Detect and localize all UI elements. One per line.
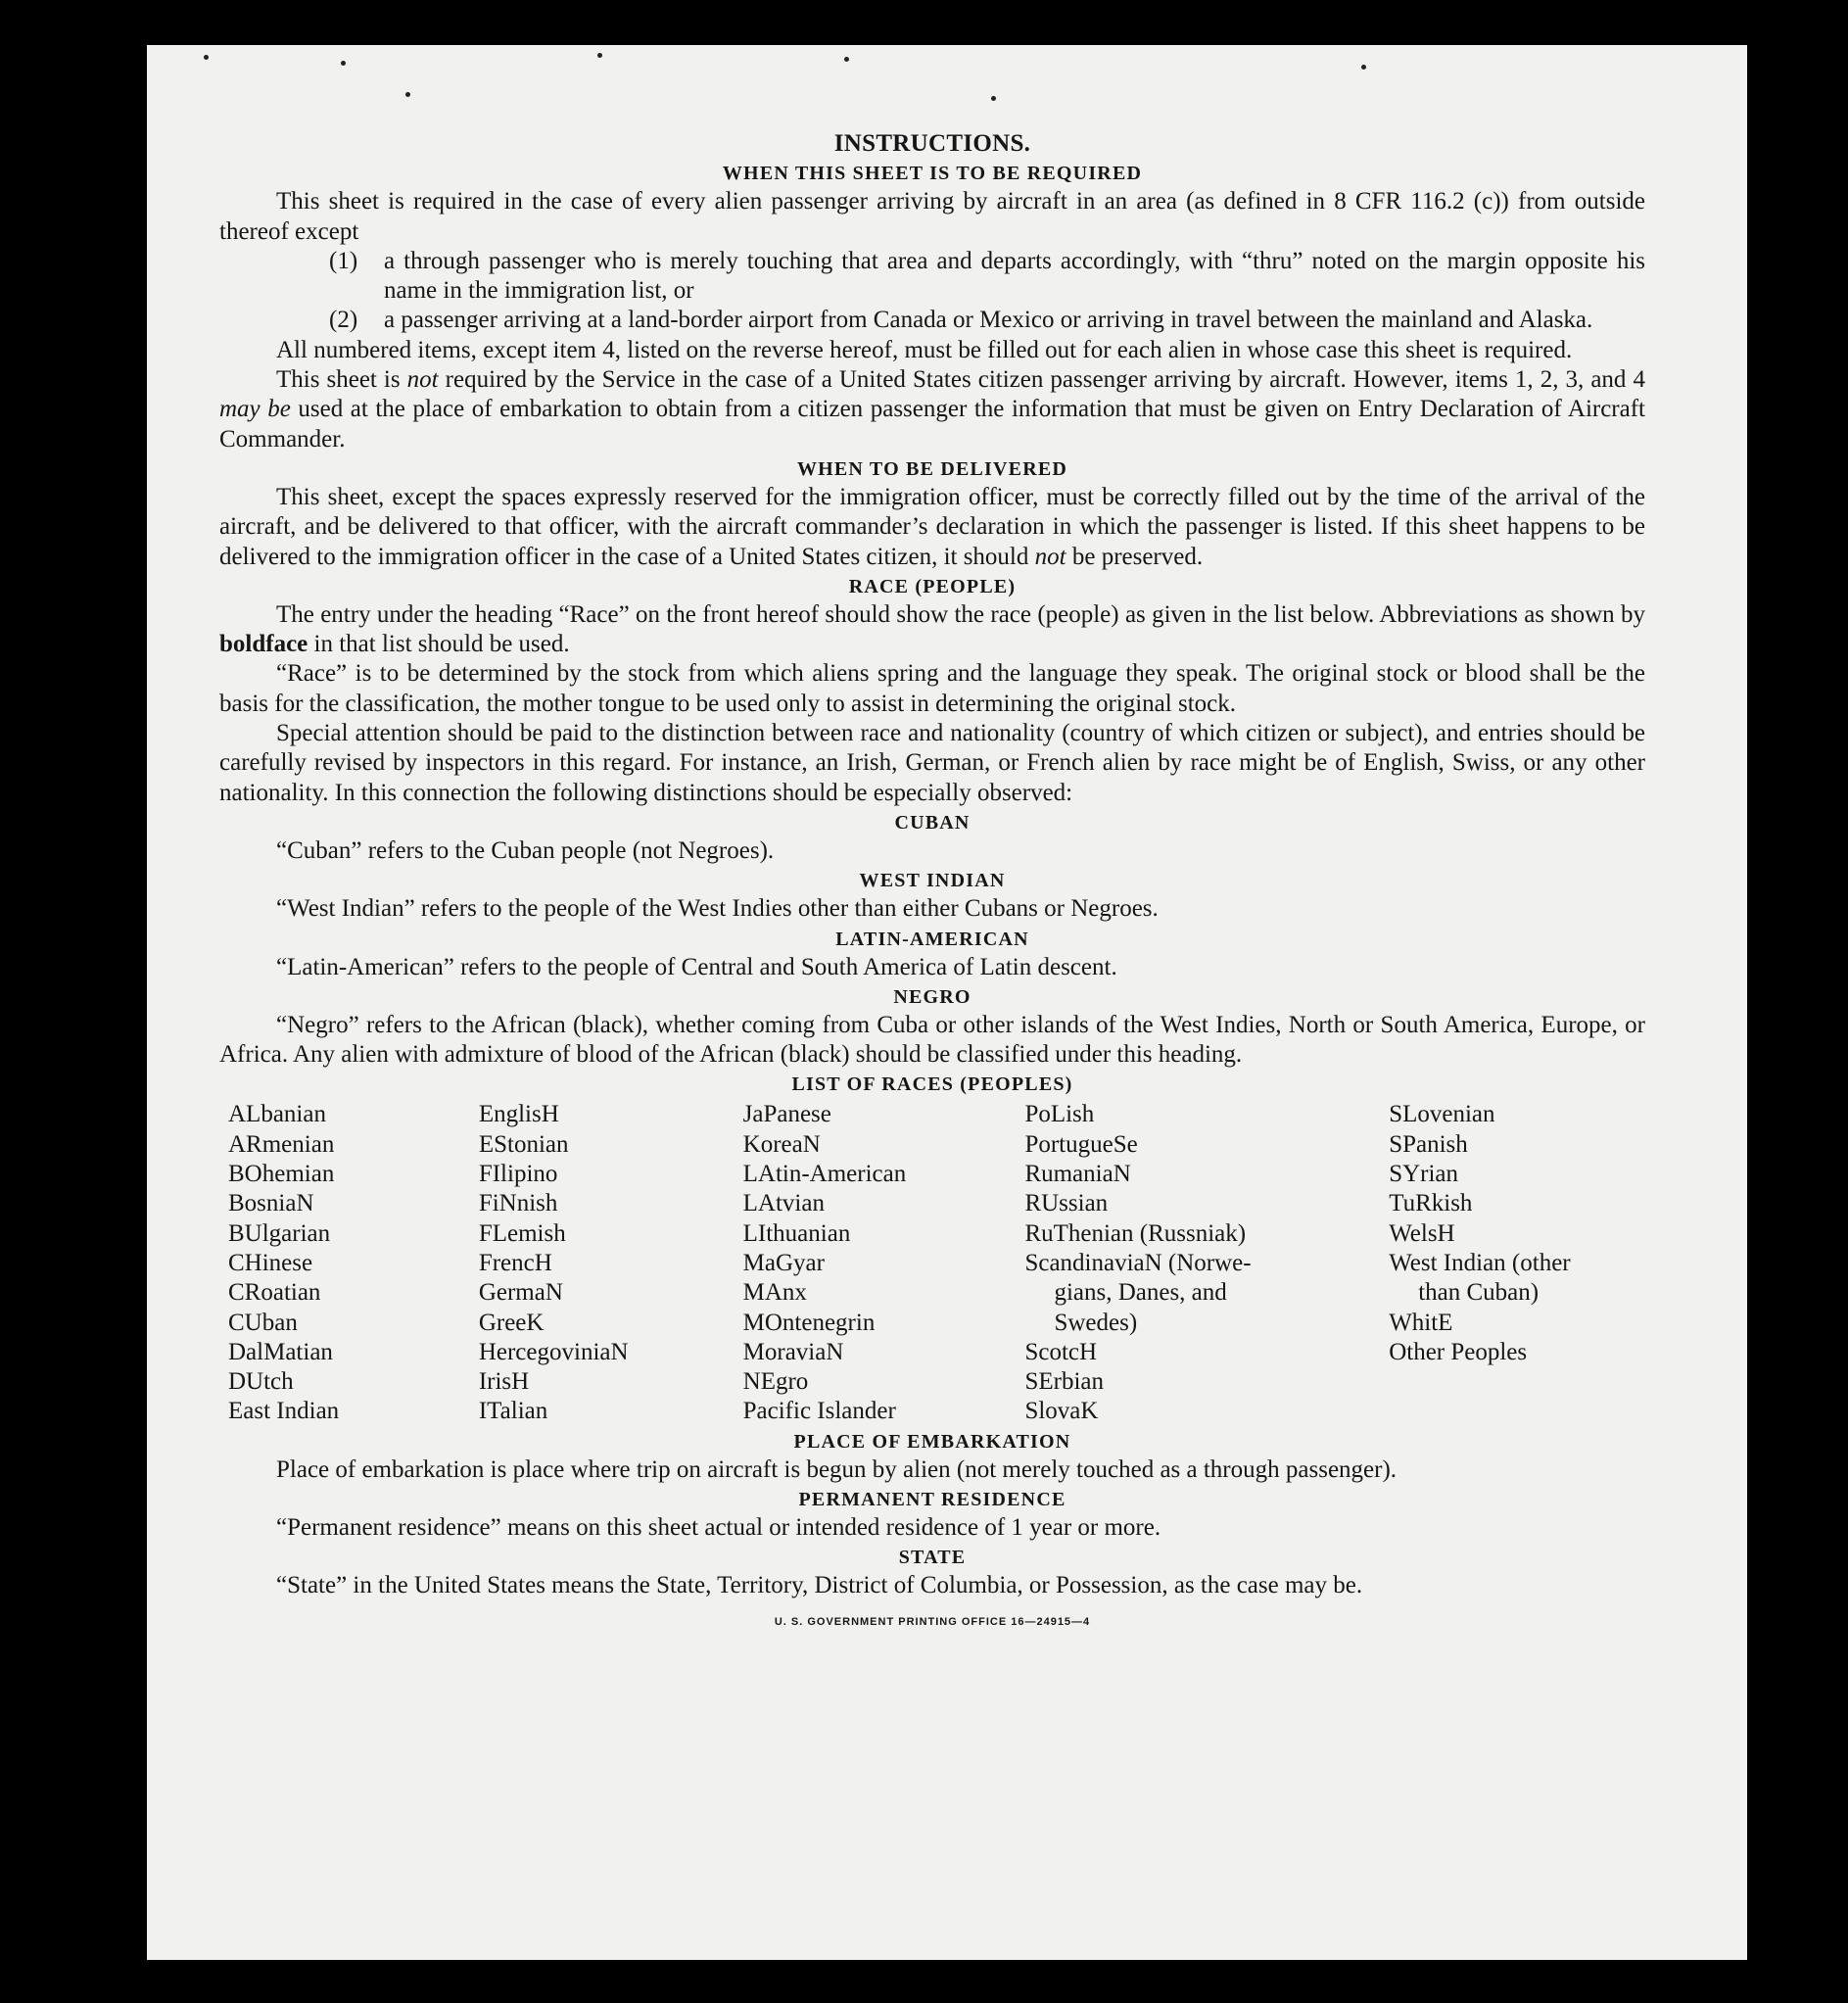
heading-cuban: CUBAN [894, 811, 971, 834]
race-entry: RuThenian (Russniak) [1024, 1219, 1247, 1247]
paragraph-latin-american: “Latin-American” refers to the people of Central and South America of Latin descent. [276, 953, 1117, 980]
race-column-5 [1389, 1100, 1645, 1426]
race-entry: FIlipino [478, 1161, 558, 1188]
paragraph-race-stock: “Race” is to be determined by the stock from which aliens spring and the language they speak. The original stock or blood shall be the basis for the classification, the mother tongue to be used only to assist in determining the original stock. [219, 660, 1645, 717]
race-entry: BosniaN [228, 1190, 314, 1217]
heading-place-of-embarkation: PLACE OF EMBARKATION [793, 1430, 1071, 1453]
race-entry: HercegoviniaN [478, 1338, 629, 1365]
race-entry: DUtch [228, 1368, 294, 1396]
race-entry: WhitE [1389, 1309, 1453, 1336]
race-entry-continued: than Cuban) [1418, 1279, 1540, 1307]
race-entry: DalMatian [228, 1338, 333, 1365]
race-entry: Pacific Islander [742, 1398, 896, 1425]
heading-list-of-races: LIST OF RACES (PEOPLES) [791, 1073, 1073, 1096]
paragraph-state: “State” in the United States means the State, Territory, District of Columbia, or Possession, as the case may be. [276, 1572, 1363, 1599]
race-entry: GreeK [478, 1309, 545, 1336]
race-entry: NEgro [742, 1368, 809, 1396]
race-entry: EStonian [478, 1130, 569, 1158]
race-entry: West Indian (other [1389, 1249, 1571, 1276]
race-entry: FLemish [478, 1219, 566, 1247]
race-entry: SlovaK [1024, 1398, 1099, 1425]
race-entry: BOhemian [228, 1161, 335, 1188]
heading-when-delivered: WHEN TO BE DELIVERED [796, 457, 1068, 480]
race-entry: PortugueSe [1024, 1130, 1138, 1158]
race-entry-continued: gians, Danes, and [1054, 1279, 1227, 1307]
printing-office-imprint: U. S. GOVERNMENT PRINTING OFFICE 16—24915—4 [774, 1615, 1091, 1628]
race-entry: LAtvian [742, 1190, 825, 1217]
race-entry: TuRkish [1389, 1190, 1473, 1217]
speck [1361, 65, 1366, 70]
race-entry: SPanish [1389, 1130, 1468, 1158]
race-entry: MOntenegrin [742, 1309, 876, 1336]
exception-item-1 [329, 247, 1645, 307]
race-entry: IrisH [478, 1368, 530, 1396]
paragraph-race-entry: The entry under the heading “Race” on the front hereof should show the race (people) as given in the list below. Abbreviations as shown by boldface in that list should be used. [219, 600, 1645, 658]
race-entry: LIthuanian [742, 1219, 851, 1247]
paragraph-delivered: This sheet, except the spaces expressly reserved for the immigration officer, must be correctly filled out by the time of the arrival of the aircraft, and be delivered to that officer, with the aircraft commander’s declaration in which the passenger is listed. If this sheet happens to be delivered to the immigration officer in the case of a United States citizen, it should not be preserved. [219, 483, 1645, 570]
speck [844, 57, 849, 62]
race-entry: CHinese [228, 1249, 313, 1276]
paragraph-cuban: “Cuban” refers to the Cuban people (not Negroes). [276, 836, 775, 864]
race-entry: ALbanian [228, 1101, 326, 1128]
race-entry: MaGyar [742, 1249, 825, 1276]
item-number: (1) [329, 247, 358, 274]
paragraph-race-nationality: Special attention should be paid to the distinction between race and nationality (country of which citizen or subject), and entries should be carefully revised by inspectors in this regard. For instance, an Irish, German, or French alien by race might be of English, Swiss, or any other nationality. In this connection the following distinctions should be especially observed: [219, 720, 1645, 806]
race-entry: ITalian [478, 1398, 548, 1425]
item-text: a through passenger who is merely touching that area and departs accordingly, with “thru” noted on the margin opposite his name in the immigration list, or [384, 247, 1645, 305]
race-entry: Other Peoples [1389, 1338, 1528, 1365]
speck [991, 96, 996, 101]
race-entry: ScotcH [1024, 1338, 1098, 1365]
race-entry: CRoatian [228, 1279, 321, 1307]
race-column-3 [743, 1100, 1025, 1426]
heading-state: STATE [898, 1547, 967, 1569]
race-entry: SYrian [1389, 1161, 1459, 1188]
race-entry: RumaniaN [1024, 1161, 1131, 1188]
paragraph-west-indian: “West Indian” refers to the people of the West Indies other than either Cubans or Negroes. [276, 895, 1159, 923]
item-number: (2) [329, 307, 358, 334]
race-entry: East Indian [228, 1398, 340, 1425]
paragraph-embarkation: Place of embarkation is place where trip on aircraft is begun by alien (not merely touched as a through passenger). [276, 1455, 1398, 1483]
heading-west-indian: WEST INDIAN [859, 870, 1006, 892]
speck [341, 61, 346, 66]
race-entry: FiNnish [478, 1190, 558, 1217]
race-list [228, 1100, 1645, 1426]
speck [597, 53, 602, 58]
document-page [147, 45, 1747, 1960]
race-entry: JaPanese [742, 1101, 831, 1128]
heading-when-required: WHEN THIS SHEET IS TO BE REQUIRED [722, 163, 1143, 185]
race-entry: PoLish [1024, 1101, 1095, 1128]
item-text: a passenger arriving at a land-border airport from Canada or Mexico or arriving in travel between the mainland and Alaska. [384, 307, 1593, 334]
race-column-1 [228, 1100, 479, 1426]
heading-permanent-residence: PERMANENT RESIDENCE [798, 1488, 1066, 1510]
race-entry: ARmenian [228, 1130, 335, 1158]
instructions-body [219, 129, 1645, 1637]
race-entry: EnglisH [478, 1101, 559, 1128]
race-entry: MoraviaN [742, 1338, 844, 1365]
race-entry: FrencH [478, 1249, 552, 1276]
page-title: INSTRUCTIONS. [833, 130, 1031, 157]
paragraph-negro: “Negro” refers to the African (black), whether coming from Cuba or other islands of the West Indies, North or South America, Europe, or Africa. Any alien with admixture of blood of the African (black) should be classified under this heading. [219, 1011, 1645, 1069]
paragraph-residence: “Permanent residence” means on this sheet actual or intended residence of 1 year or more. [276, 1513, 1161, 1541]
race-entry: SErbian [1024, 1368, 1104, 1396]
heading-negro: NEGRO [893, 985, 971, 1008]
heading-race: RACE (PEOPLE) [848, 575, 1017, 597]
race-entry: ScandinaviaN (Norwe- [1024, 1249, 1252, 1276]
heading-latin-american: LATIN-AMERICAN [835, 928, 1029, 950]
race-entry: RUssian [1024, 1190, 1109, 1217]
race-column-4 [1024, 1100, 1389, 1426]
speck [405, 92, 410, 97]
race-entry: WelsH [1389, 1219, 1455, 1247]
race-entry: SLovenian [1389, 1101, 1495, 1128]
race-entry: KoreaN [742, 1130, 821, 1158]
race-entry: GermaN [478, 1279, 563, 1307]
race-entry: MAnx [742, 1279, 807, 1307]
paragraph-citizen: This sheet is not required by the Service in the case of a United States citizen passenger arriving by aircraft. However, items 1, 2, 3, and 4 may be used at the place of embarkation to obtain from a citizen passenger the information that must be given on Entry Declaration of Aircraft Commander. [219, 366, 1646, 453]
race-entry: CUban [228, 1309, 298, 1336]
exception-item-2 [329, 306, 1645, 335]
race-entry-continued: Swedes) [1054, 1309, 1138, 1336]
race-entry: LAtin-American [742, 1161, 907, 1188]
paragraph-numbered-items: All numbered items, except item 4, listed on the reverse hereof, must be filled out for each alien in whose case this sheet is required. [276, 336, 1573, 363]
race-column-2 [479, 1100, 743, 1426]
speck [204, 55, 209, 60]
race-entry: BUlgarian [228, 1219, 331, 1247]
paragraph-required: This sheet is required in the case of every alien passenger arriving by aircraft in an area (as defined in 8 CFR 116.2 (c)) from outside thereof except [219, 188, 1645, 245]
